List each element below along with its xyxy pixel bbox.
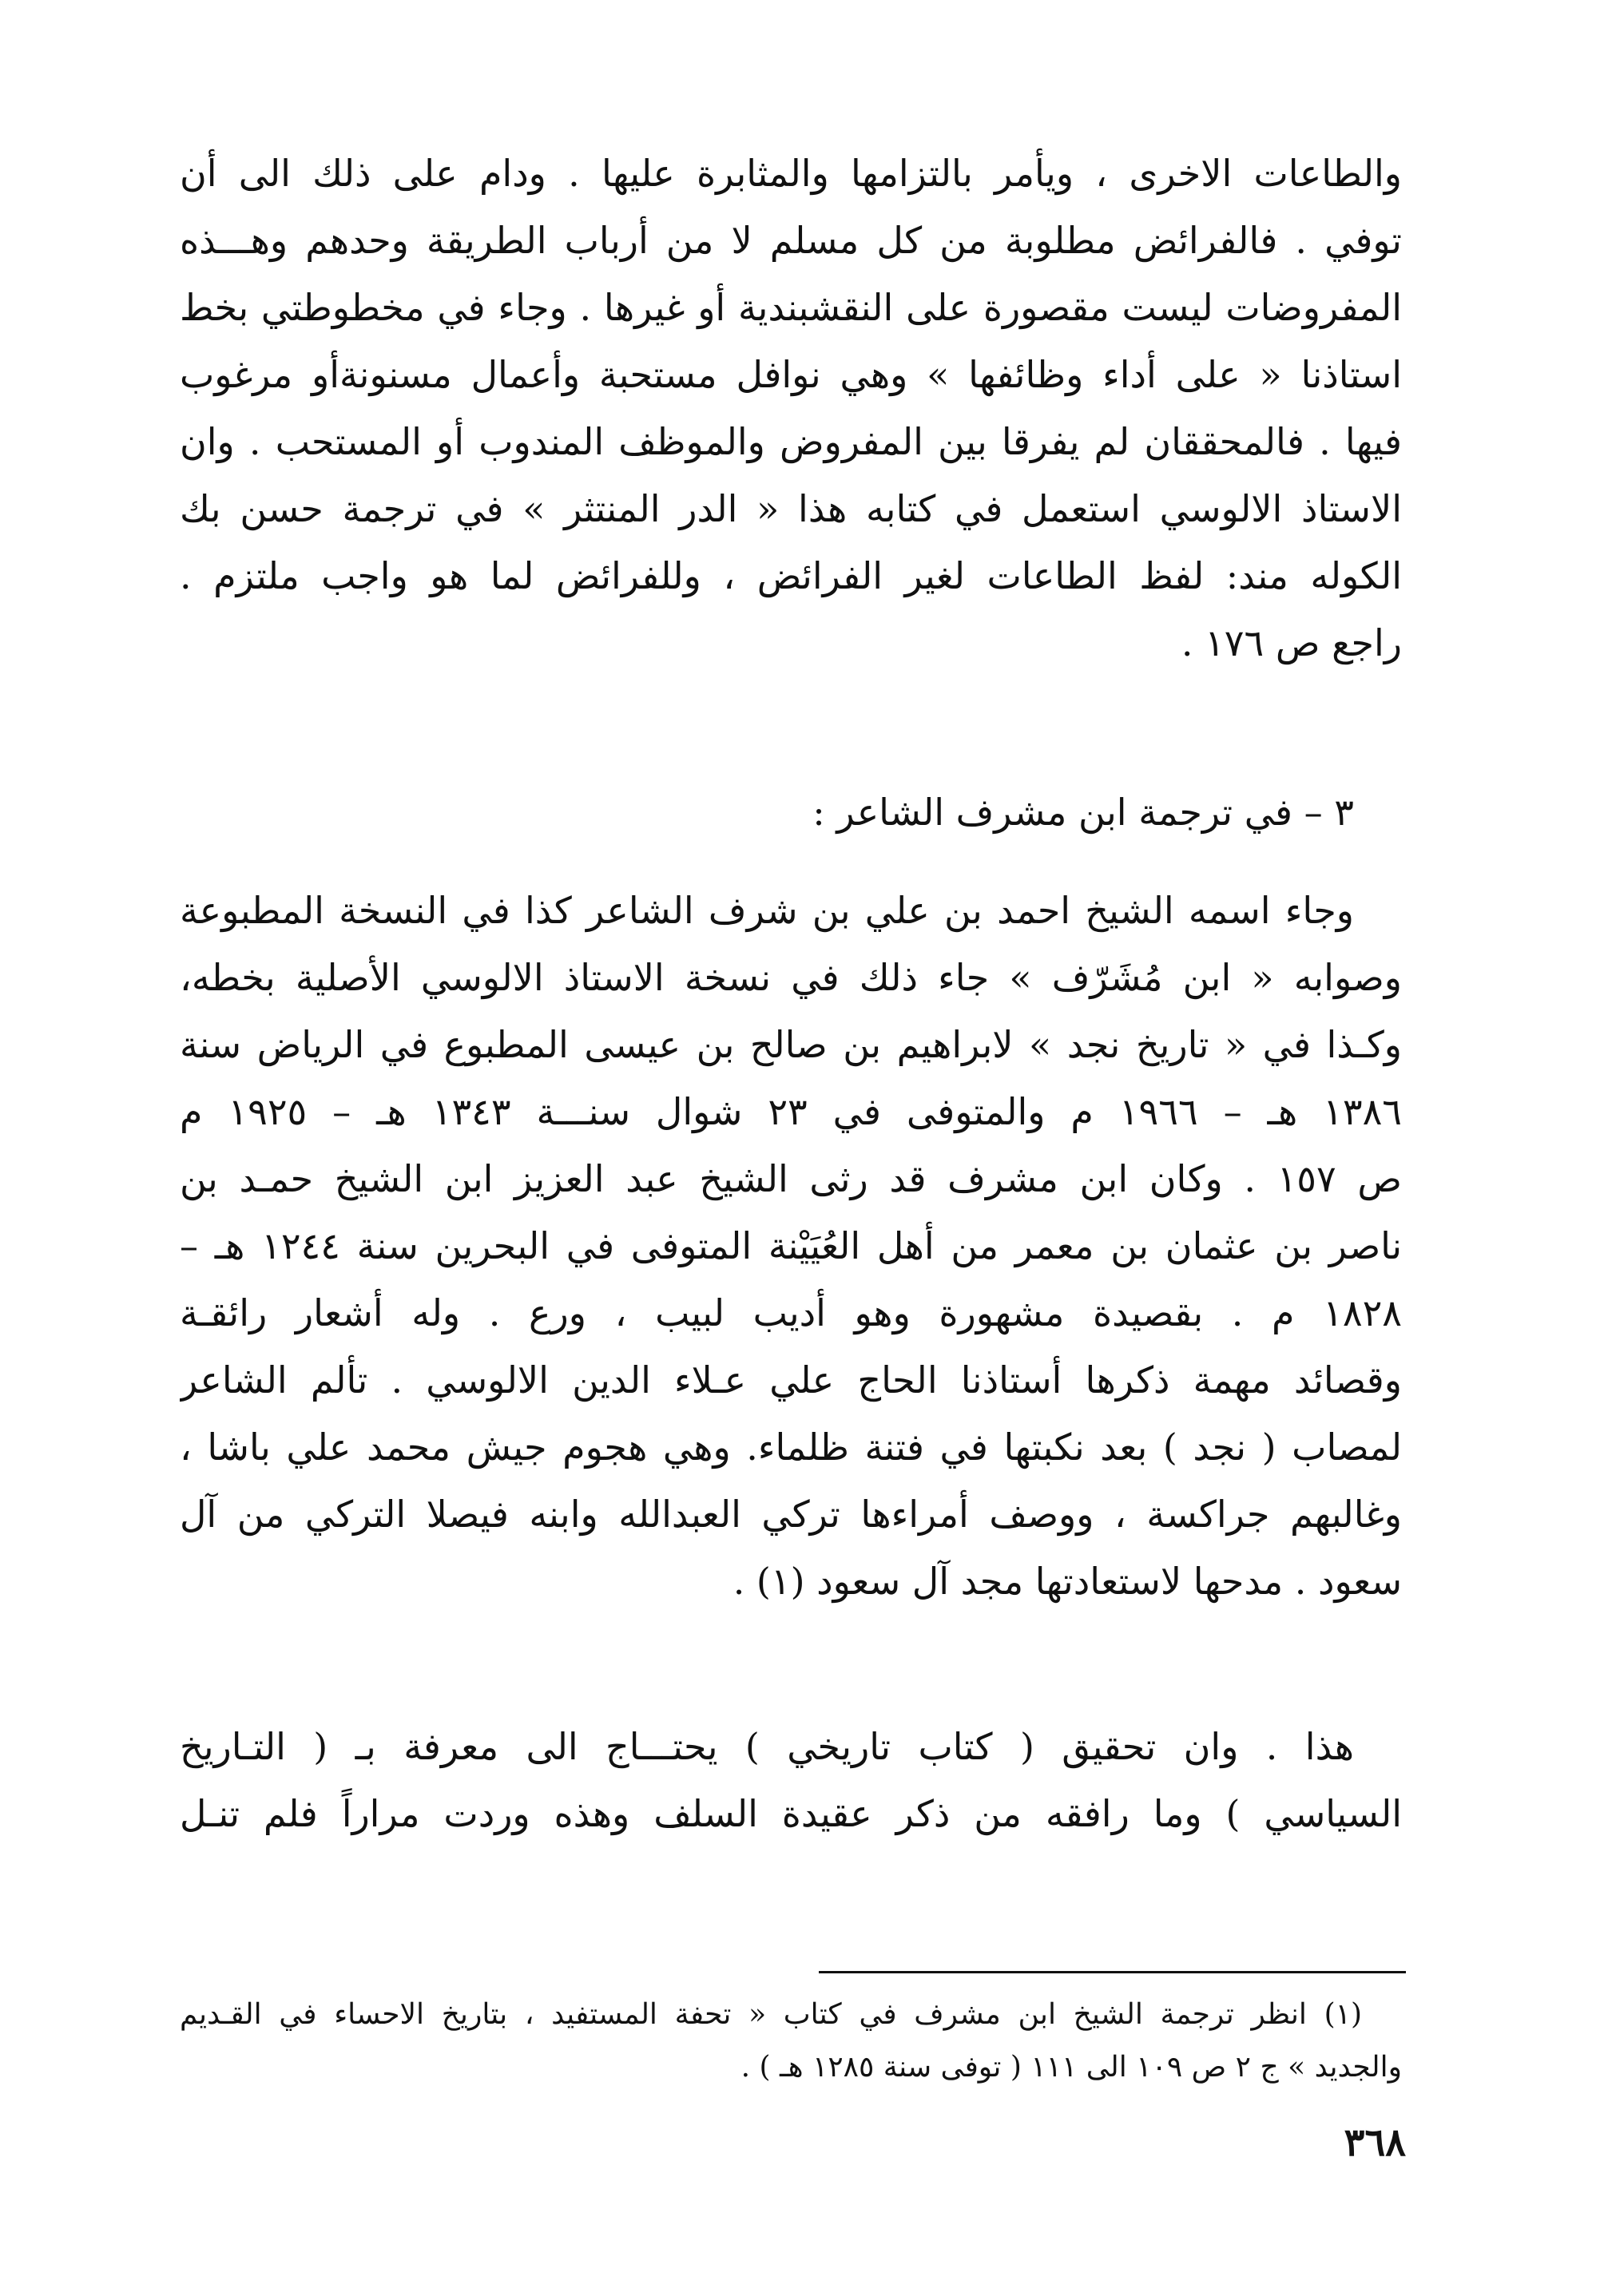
footnote	[180, 1989, 1402, 2094]
footnote-line: والجديد » ج ٢ ص ١٠٩ الى ١١١ ( توفى سنة ١٢٨٥ هـ ) .	[740, 2051, 1402, 2084]
section-heading	[180, 779, 1402, 846]
text-line: ١٨٢٨ م . بقصيدة مشهورة وهو أديب لبيب ، ورع . وله أشعار رائقـة	[180, 1291, 1402, 1334]
text-line: ص ١٥٧ . وكان ابن مشرف قد رثى الشيخ عبد العزيز ابن الشيخ حمـد بن	[180, 1157, 1402, 1200]
text-line: وغالبهم جراكسة ، ووصف أمراءها تركي العبدالله وابنه فيصلا التركي من آل	[180, 1493, 1402, 1536]
text-line: السياسي ) وما رافقه من ذكر عقيدة السلف وهذه وردت مراراً فلم تنـل	[180, 1792, 1402, 1835]
text-line: استاذنا « على أداء وظائفها » وهي نوافل مستحبة وأعمال مسنونةأو مرغوب	[180, 353, 1402, 396]
text-line: ١٣٨٦ هـ – ١٩٦٦ م والمتوفى في ٢٣ شوال سنـــة ١٣٤٣ هـ – ١٩٢٥ م	[180, 1090, 1402, 1133]
text-line: الكوله مند: لفظ الطاعات لغير الفرائض ، وللفرائض لما هو واجب ملتزم .	[180, 554, 1402, 597]
text-line: المفروضات ليست مقصورة على النقشبندية أو غيرها . وجاء في مخطوطتي بخط	[180, 286, 1402, 329]
text-line: فيها . فالمحققان لم يفرقا بين المفروض والموظف المندوب أو المستحب . وان	[180, 420, 1402, 463]
text-line: وجاء اسمه الشيخ احمد بن علي بن شرف الشاعر كذا في النسخة المطبوعة	[180, 889, 1354, 932]
text-line: توفي . فالفرائض مطلوبة من كل مسلم لا من أرباب الطريقة وحدهم وهـــذه	[180, 219, 1402, 262]
text-line: سعود . مدحها لاستعادتها مجد آل سعود (١) .	[733, 1560, 1402, 1603]
footnote-divider	[819, 1971, 1406, 1973]
text-line: وكـذا في « تاريخ نجد » لابراهيم بن صالح بن عيسى المطبوع في الرياض سنة	[180, 1023, 1402, 1066]
text-line: الاستاذ الالوسي استعمل في كتابه هذا « الدر المنتثر » في ترجمة حسن بك	[180, 487, 1402, 530]
text-line: وصوابه « ابن مُشَرّف » جاء ذلك في نسخة الاستاذ الالوسي الأصلية بخطه،	[180, 956, 1402, 999]
text-line: وقصائد مهمة ذكرها أستاذنا الحاج علي عـلاء الدين الالوسي . تألم الشاعر	[180, 1358, 1402, 1402]
text-line: ناصر بن عثمان بن معمر من أهل العُيَيْنة المتوفى في البحرين سنة ١٢٤٤ هـ –	[180, 1224, 1402, 1267]
page-number: ٣٦٨	[1344, 2120, 1406, 2165]
heading-text: ٣ – في ترجمة ابن مشرف الشاعر :	[812, 791, 1354, 834]
text-line: راجع ص ١٧٦ .	[1181, 621, 1402, 664]
paragraph-ibn-musharraf	[180, 877, 1402, 1615]
text-line: لمصاب ( نجد ) بعد نكبتها في فتنة ظلماء. وهي هجوم جيش محمد علي باشا ،	[180, 1426, 1402, 1469]
footnote-line: (١) انظر ترجمة الشيخ ابن مشرف في كتاب « تحفة المستفيد ، بتاريخ الاحساء في القـديم	[180, 1998, 1362, 2031]
text-line: هذا . وان تحقيق ( كتاب تاريخي ) يحتـــاج الى معرفة بـ ( التـاريخ	[180, 1725, 1354, 1768]
paragraph-continuation	[180, 140, 1402, 676]
text-line: والطاعات الاخرى ، ويأمر بالتزامها والمثابرة عليها . ودام على ذلك الى أن	[180, 152, 1402, 195]
paragraph-conclusion	[180, 1713, 1402, 1847]
